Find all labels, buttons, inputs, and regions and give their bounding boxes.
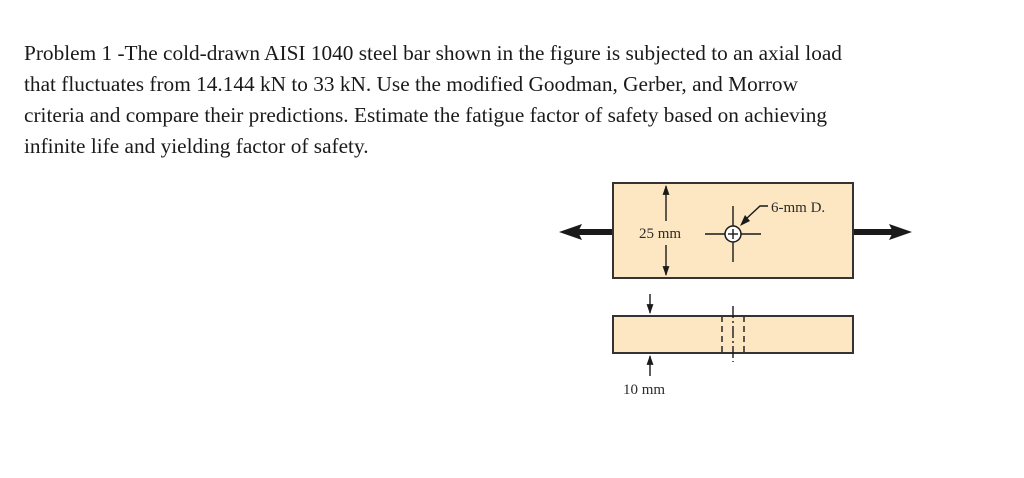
problem-line-2: that fluctuates from 14.144 kN to 33 kN. Use the modified Goodman, Gerber, and Morrow [24,72,798,96]
width-label: 25 mm [639,226,682,242]
left-load-arrow-icon [559,224,613,240]
thickness-label: 10 mm [623,382,666,398]
problem-line-1: Problem 1 -The cold-drawn AISI 1040 steel bar shown in the figure is subjected to an axial load [24,41,842,65]
problem-line-3: criteria and compare their predictions. Estimate the fatigue factor of safety based on achieving [24,103,828,127]
right-load-arrow-icon [853,224,912,240]
hole-diameter-label: 6-mm D. [771,200,826,216]
problem-line-4: infinite life and yielding factor of safety. [24,134,369,158]
